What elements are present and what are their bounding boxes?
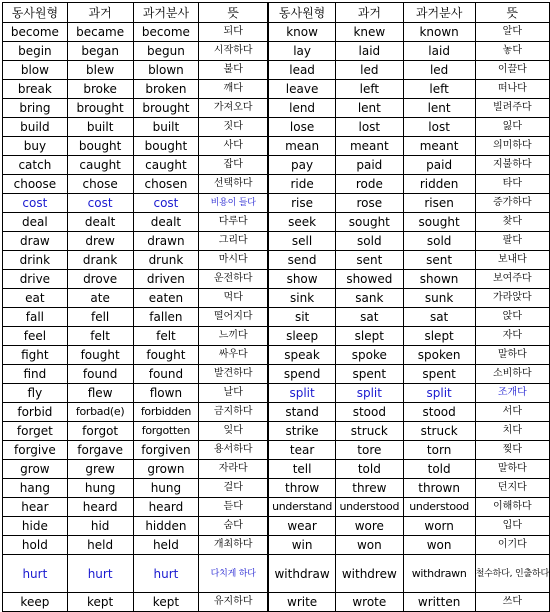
left-meaning-cell: 사다 bbox=[199, 137, 268, 156]
right-base-cell: write bbox=[268, 593, 336, 612]
header-past-right: 과거 bbox=[336, 3, 403, 23]
left-pp-cell: forbidden bbox=[133, 403, 199, 422]
right-pp-cell: struck bbox=[403, 422, 475, 441]
right-base-cell: understand bbox=[268, 498, 336, 517]
left-past-cell: held bbox=[67, 536, 133, 555]
right-past-cell: spent bbox=[336, 365, 403, 384]
header-meaning-left: 뜻 bbox=[199, 3, 268, 23]
table-row bbox=[3, 346, 550, 365]
left-base-cell: drive bbox=[3, 270, 68, 289]
right-meaning-cell: 찢다 bbox=[475, 441, 549, 460]
right-pp-cell: thrown bbox=[403, 479, 475, 498]
right-pp-cell: won bbox=[403, 536, 475, 555]
left-past-cell: chose bbox=[67, 175, 133, 194]
header-past-left: 과거 bbox=[67, 3, 133, 23]
right-base-cell: strike bbox=[268, 422, 336, 441]
left-past-cell: hid bbox=[67, 517, 133, 536]
right-past-cell: sought bbox=[336, 213, 403, 232]
left-base-cell: forget bbox=[3, 422, 68, 441]
header-pp-left: 과거분사 bbox=[133, 3, 199, 23]
right-pp-cell: stood bbox=[403, 403, 475, 422]
left-past-cell: broke bbox=[67, 80, 133, 99]
right-base-cell: win bbox=[268, 536, 336, 555]
right-meaning-cell: 빌려주다 bbox=[475, 99, 549, 118]
left-meaning-cell: 느끼다 bbox=[199, 327, 268, 346]
right-base-cell: lend bbox=[268, 99, 336, 118]
left-pp-cell: broken bbox=[133, 80, 199, 99]
right-meaning-cell: 말하다 bbox=[475, 346, 549, 365]
right-meaning-cell: 이해하다 bbox=[475, 498, 549, 517]
right-past-cell: meant bbox=[336, 137, 403, 156]
right-pp-cell: left bbox=[403, 80, 475, 99]
left-meaning-cell: 그리다 bbox=[199, 232, 268, 251]
left-meaning-cell: 먹다 bbox=[199, 289, 268, 308]
left-meaning-cell: 잡다 bbox=[199, 156, 268, 175]
left-meaning-cell: 다루다 bbox=[199, 213, 268, 232]
right-meaning-cell: 쓰다 bbox=[475, 593, 549, 612]
left-past-cell: became bbox=[67, 23, 133, 42]
right-past-cell: wore bbox=[336, 517, 403, 536]
left-meaning-cell: 발견하다 bbox=[199, 365, 268, 384]
right-meaning-cell: 자다 bbox=[475, 327, 549, 346]
right-base-cell: know bbox=[268, 23, 336, 42]
right-meaning-cell: 이끌다 bbox=[475, 61, 549, 80]
left-meaning-cell: 싸우다 bbox=[199, 346, 268, 365]
right-base-cell: sleep bbox=[268, 327, 336, 346]
left-pp-cell: forgiven bbox=[133, 441, 199, 460]
right-meaning-cell: 이기다 bbox=[475, 536, 549, 555]
table-row bbox=[3, 422, 550, 441]
left-past-cell: forgot bbox=[67, 422, 133, 441]
left-past-cell: forbad(e) bbox=[67, 403, 133, 422]
left-base-cell: fight bbox=[3, 346, 68, 365]
right-past-cell: withdrew bbox=[336, 555, 403, 593]
right-pp-cell: worn bbox=[403, 517, 475, 536]
left-meaning-cell: 시작하다 bbox=[199, 42, 268, 61]
header-base-left: 동사원형 bbox=[3, 3, 68, 23]
left-pp-cell: forgotten bbox=[133, 422, 199, 441]
right-base-cell: ride bbox=[268, 175, 336, 194]
right-meaning-cell: 앉다 bbox=[475, 308, 549, 327]
right-past-cell: sent bbox=[336, 251, 403, 270]
left-past-cell: felt bbox=[67, 327, 133, 346]
table-row bbox=[3, 365, 550, 384]
right-base-cell: throw bbox=[268, 479, 336, 498]
right-base-cell: withdraw bbox=[268, 555, 336, 593]
left-past-cell: ate bbox=[67, 289, 133, 308]
left-past-cell: cost bbox=[67, 194, 133, 213]
header-base-right: 동사원형 bbox=[268, 3, 336, 23]
right-base-cell: speak bbox=[268, 346, 336, 365]
left-base-cell: keep bbox=[3, 593, 68, 612]
left-meaning-cell: 걸다 bbox=[199, 479, 268, 498]
right-past-cell: knew bbox=[336, 23, 403, 42]
table-row bbox=[3, 593, 550, 612]
left-base-cell: build bbox=[3, 118, 68, 137]
left-meaning-cell: 되다 bbox=[199, 23, 268, 42]
right-past-cell: rose bbox=[336, 194, 403, 213]
left-past-cell: kept bbox=[67, 593, 133, 612]
right-pp-cell: ridden bbox=[403, 175, 475, 194]
left-meaning-cell: 잊다 bbox=[199, 422, 268, 441]
table-row bbox=[3, 555, 550, 593]
left-meaning-cell: 마시다 bbox=[199, 251, 268, 270]
left-pp-cell: blown bbox=[133, 61, 199, 80]
left-meaning-cell: 선택하다 bbox=[199, 175, 268, 194]
left-meaning-cell: 떨어지다 bbox=[199, 308, 268, 327]
table-row bbox=[3, 441, 550, 460]
left-past-cell: built bbox=[67, 118, 133, 137]
right-meaning-cell: 보여주다 bbox=[475, 270, 549, 289]
right-past-cell: led bbox=[336, 61, 403, 80]
left-past-cell: drove bbox=[67, 270, 133, 289]
left-base-cell: eat bbox=[3, 289, 68, 308]
left-base-cell: forgive bbox=[3, 441, 68, 460]
left-base-cell: break bbox=[3, 80, 68, 99]
right-base-cell: wear bbox=[268, 517, 336, 536]
right-meaning-cell: 알다 bbox=[475, 23, 549, 42]
right-base-cell: sell bbox=[268, 232, 336, 251]
right-meaning-cell: 가라앉다 bbox=[475, 289, 549, 308]
left-meaning-cell: 자라다 bbox=[199, 460, 268, 479]
right-meaning-cell: 말하다 bbox=[475, 460, 549, 479]
header-pp-right: 과거분사 bbox=[403, 3, 475, 23]
left-base-cell: begin bbox=[3, 42, 68, 61]
right-meaning-cell: 조개다 bbox=[475, 384, 549, 403]
table-row bbox=[3, 308, 550, 327]
right-base-cell: rise bbox=[268, 194, 336, 213]
header-meaning-right: 뜻 bbox=[475, 3, 549, 23]
right-base-cell: leave bbox=[268, 80, 336, 99]
right-past-cell: spoke bbox=[336, 346, 403, 365]
table-row bbox=[3, 118, 550, 137]
left-base-cell: bring bbox=[3, 99, 68, 118]
right-pp-cell: written bbox=[403, 593, 475, 612]
left-past-cell: drank bbox=[67, 251, 133, 270]
left-meaning-cell: 운전하다 bbox=[199, 270, 268, 289]
left-past-cell: bought bbox=[67, 137, 133, 156]
left-pp-cell: dealt bbox=[133, 213, 199, 232]
left-past-cell: drew bbox=[67, 232, 133, 251]
left-pp-cell: driven bbox=[133, 270, 199, 289]
right-meaning-cell: 증가하다 bbox=[475, 194, 549, 213]
right-past-cell: showed bbox=[336, 270, 403, 289]
right-pp-cell: risen bbox=[403, 194, 475, 213]
right-pp-cell: split bbox=[403, 384, 475, 403]
right-pp-cell: torn bbox=[403, 441, 475, 460]
right-pp-cell: laid bbox=[403, 42, 475, 61]
table-row bbox=[3, 403, 550, 422]
right-base-cell: send bbox=[268, 251, 336, 270]
left-base-cell: grow bbox=[3, 460, 68, 479]
right-past-cell: rode bbox=[336, 175, 403, 194]
table-row bbox=[3, 270, 550, 289]
left-past-cell: heard bbox=[67, 498, 133, 517]
left-base-cell: find bbox=[3, 365, 68, 384]
table-row bbox=[3, 479, 550, 498]
left-pp-cell: fought bbox=[133, 346, 199, 365]
left-past-cell: fought bbox=[67, 346, 133, 365]
left-pp-cell: drunk bbox=[133, 251, 199, 270]
left-pp-cell: hurt bbox=[133, 555, 199, 593]
left-meaning-cell: 숨다 bbox=[199, 517, 268, 536]
left-meaning-cell: 가져오다 bbox=[199, 99, 268, 118]
right-meaning-cell: 잃다 bbox=[475, 118, 549, 137]
left-base-cell: choose bbox=[3, 175, 68, 194]
right-pp-cell: slept bbox=[403, 327, 475, 346]
right-pp-cell: spoken bbox=[403, 346, 475, 365]
right-meaning-cell: 서다 bbox=[475, 403, 549, 422]
table-row bbox=[3, 194, 550, 213]
left-pp-cell: brought bbox=[133, 99, 199, 118]
left-pp-cell: held bbox=[133, 536, 199, 555]
left-base-cell: feel bbox=[3, 327, 68, 346]
right-past-cell: won bbox=[336, 536, 403, 555]
table-row bbox=[3, 517, 550, 536]
right-past-cell: stood bbox=[336, 403, 403, 422]
verb-table-body bbox=[3, 23, 550, 612]
right-meaning-cell: 입다 bbox=[475, 517, 549, 536]
right-past-cell: paid bbox=[336, 156, 403, 175]
left-meaning-cell: 비용이 들다 bbox=[199, 194, 268, 213]
left-base-cell: deal bbox=[3, 213, 68, 232]
right-past-cell: slept bbox=[336, 327, 403, 346]
left-base-cell: forbid bbox=[3, 403, 68, 422]
right-pp-cell: sent bbox=[403, 251, 475, 270]
left-meaning-cell: 듣다 bbox=[199, 498, 268, 517]
right-meaning-cell: 던지다 bbox=[475, 479, 549, 498]
right-pp-cell: sold bbox=[403, 232, 475, 251]
left-pp-cell: built bbox=[133, 118, 199, 137]
left-base-cell: hide bbox=[3, 517, 68, 536]
left-base-cell: hear bbox=[3, 498, 68, 517]
table-row bbox=[3, 42, 550, 61]
left-pp-cell: found bbox=[133, 365, 199, 384]
left-base-cell: catch bbox=[3, 156, 68, 175]
right-base-cell: stand bbox=[268, 403, 336, 422]
left-past-cell: hung bbox=[67, 479, 133, 498]
right-base-cell: spend bbox=[268, 365, 336, 384]
table-row bbox=[3, 156, 550, 175]
left-past-cell: flew bbox=[67, 384, 133, 403]
right-past-cell: understood bbox=[336, 498, 403, 517]
left-pp-cell: eaten bbox=[133, 289, 199, 308]
left-base-cell: drink bbox=[3, 251, 68, 270]
left-pp-cell: hidden bbox=[133, 517, 199, 536]
left-base-cell: cost bbox=[3, 194, 68, 213]
table-row bbox=[3, 137, 550, 156]
left-pp-cell: begun bbox=[133, 42, 199, 61]
right-past-cell: lent bbox=[336, 99, 403, 118]
right-past-cell: lost bbox=[336, 118, 403, 137]
left-base-cell: buy bbox=[3, 137, 68, 156]
left-pp-cell: cost bbox=[133, 194, 199, 213]
left-past-cell: forgave bbox=[67, 441, 133, 460]
right-base-cell: tell bbox=[268, 460, 336, 479]
left-pp-cell: bought bbox=[133, 137, 199, 156]
right-meaning-cell: 찾다 bbox=[475, 213, 549, 232]
left-meaning-cell: 금지하다 bbox=[199, 403, 268, 422]
table-row bbox=[3, 327, 550, 346]
right-pp-cell: shown bbox=[403, 270, 475, 289]
right-pp-cell: spent bbox=[403, 365, 475, 384]
right-base-cell: sink bbox=[268, 289, 336, 308]
right-pp-cell: meant bbox=[403, 137, 475, 156]
left-pp-cell: felt bbox=[133, 327, 199, 346]
table-row bbox=[3, 289, 550, 308]
right-pp-cell: sought bbox=[403, 213, 475, 232]
left-pp-cell: hung bbox=[133, 479, 199, 498]
left-base-cell: hurt bbox=[3, 555, 68, 593]
right-base-cell: pay bbox=[268, 156, 336, 175]
right-pp-cell: sunk bbox=[403, 289, 475, 308]
left-past-cell: grew bbox=[67, 460, 133, 479]
right-meaning-cell: 소비하다 bbox=[475, 365, 549, 384]
left-pp-cell: drawn bbox=[133, 232, 199, 251]
right-meaning-cell: 의미하다 bbox=[475, 137, 549, 156]
table-row bbox=[3, 99, 550, 118]
left-meaning-cell: 불다 bbox=[199, 61, 268, 80]
left-meaning-cell: 개최하다 bbox=[199, 536, 268, 555]
right-base-cell: mean bbox=[268, 137, 336, 156]
left-past-cell: blew bbox=[67, 61, 133, 80]
left-base-cell: hang bbox=[3, 479, 68, 498]
left-past-cell: caught bbox=[67, 156, 133, 175]
left-meaning-cell: 날다 bbox=[199, 384, 268, 403]
right-past-cell: sold bbox=[336, 232, 403, 251]
right-past-cell: sat bbox=[336, 308, 403, 327]
left-pp-cell: heard bbox=[133, 498, 199, 517]
right-base-cell: tear bbox=[268, 441, 336, 460]
right-base-cell: seek bbox=[268, 213, 336, 232]
right-pp-cell: lent bbox=[403, 99, 475, 118]
table-row bbox=[3, 232, 550, 251]
table-row bbox=[3, 498, 550, 517]
table-row bbox=[3, 80, 550, 99]
left-meaning-cell: 유지하다 bbox=[199, 593, 268, 612]
left-pp-cell: caught bbox=[133, 156, 199, 175]
right-meaning-cell: 지불하다 bbox=[475, 156, 549, 175]
left-pp-cell: fallen bbox=[133, 308, 199, 327]
left-pp-cell: chosen bbox=[133, 175, 199, 194]
right-meaning-cell: 철수하다, 인출하다 bbox=[475, 555, 549, 593]
right-past-cell: wrote bbox=[336, 593, 403, 612]
right-meaning-cell: 타다 bbox=[475, 175, 549, 194]
right-meaning-cell: 보내다 bbox=[475, 251, 549, 270]
table-row bbox=[3, 213, 550, 232]
left-meaning-cell: 다치게 하다 bbox=[199, 555, 268, 593]
left-meaning-cell: 깨다 bbox=[199, 80, 268, 99]
right-pp-cell: withdrawn bbox=[403, 555, 475, 593]
right-pp-cell: known bbox=[403, 23, 475, 42]
right-base-cell: lead bbox=[268, 61, 336, 80]
right-meaning-cell: 팔다 bbox=[475, 232, 549, 251]
left-base-cell: blow bbox=[3, 61, 68, 80]
left-pp-cell: become bbox=[133, 23, 199, 42]
right-past-cell: told bbox=[336, 460, 403, 479]
left-base-cell: fly bbox=[3, 384, 68, 403]
irregular-verbs-table bbox=[2, 2, 550, 612]
right-pp-cell: led bbox=[403, 61, 475, 80]
table-row bbox=[3, 23, 550, 42]
table-row bbox=[3, 460, 550, 479]
left-past-cell: began bbox=[67, 42, 133, 61]
right-pp-cell: understood bbox=[403, 498, 475, 517]
left-past-cell: found bbox=[67, 365, 133, 384]
left-base-cell: draw bbox=[3, 232, 68, 251]
right-past-cell: sank bbox=[336, 289, 403, 308]
table-row bbox=[3, 536, 550, 555]
left-past-cell: brought bbox=[67, 99, 133, 118]
right-base-cell: sit bbox=[268, 308, 336, 327]
table-row bbox=[3, 384, 550, 403]
left-past-cell: hurt bbox=[67, 555, 133, 593]
right-past-cell: left bbox=[336, 80, 403, 99]
right-meaning-cell: 떠나다 bbox=[475, 80, 549, 99]
right-pp-cell: paid bbox=[403, 156, 475, 175]
left-past-cell: dealt bbox=[67, 213, 133, 232]
right-base-cell: lose bbox=[268, 118, 336, 137]
right-past-cell: laid bbox=[336, 42, 403, 61]
left-pp-cell: flown bbox=[133, 384, 199, 403]
right-pp-cell: told bbox=[403, 460, 475, 479]
right-past-cell: struck bbox=[336, 422, 403, 441]
table-row bbox=[3, 61, 550, 80]
left-meaning-cell: 용서하다 bbox=[199, 441, 268, 460]
right-base-cell: show bbox=[268, 270, 336, 289]
left-past-cell: fell bbox=[67, 308, 133, 327]
left-base-cell: hold bbox=[3, 536, 68, 555]
right-base-cell: split bbox=[268, 384, 336, 403]
left-base-cell: become bbox=[3, 23, 68, 42]
right-past-cell: split bbox=[336, 384, 403, 403]
left-pp-cell: grown bbox=[133, 460, 199, 479]
left-base-cell: fall bbox=[3, 308, 68, 327]
left-meaning-cell: 짓다 bbox=[199, 118, 268, 137]
right-base-cell: lay bbox=[268, 42, 336, 61]
header-row bbox=[3, 3, 550, 23]
left-pp-cell: kept bbox=[133, 593, 199, 612]
right-pp-cell: lost bbox=[403, 118, 475, 137]
table-row bbox=[3, 175, 550, 194]
right-meaning-cell: 놓다 bbox=[475, 42, 549, 61]
table-row bbox=[3, 251, 550, 270]
right-meaning-cell: 치다 bbox=[475, 422, 549, 441]
right-pp-cell: sat bbox=[403, 308, 475, 327]
right-past-cell: threw bbox=[336, 479, 403, 498]
right-past-cell: tore bbox=[336, 441, 403, 460]
